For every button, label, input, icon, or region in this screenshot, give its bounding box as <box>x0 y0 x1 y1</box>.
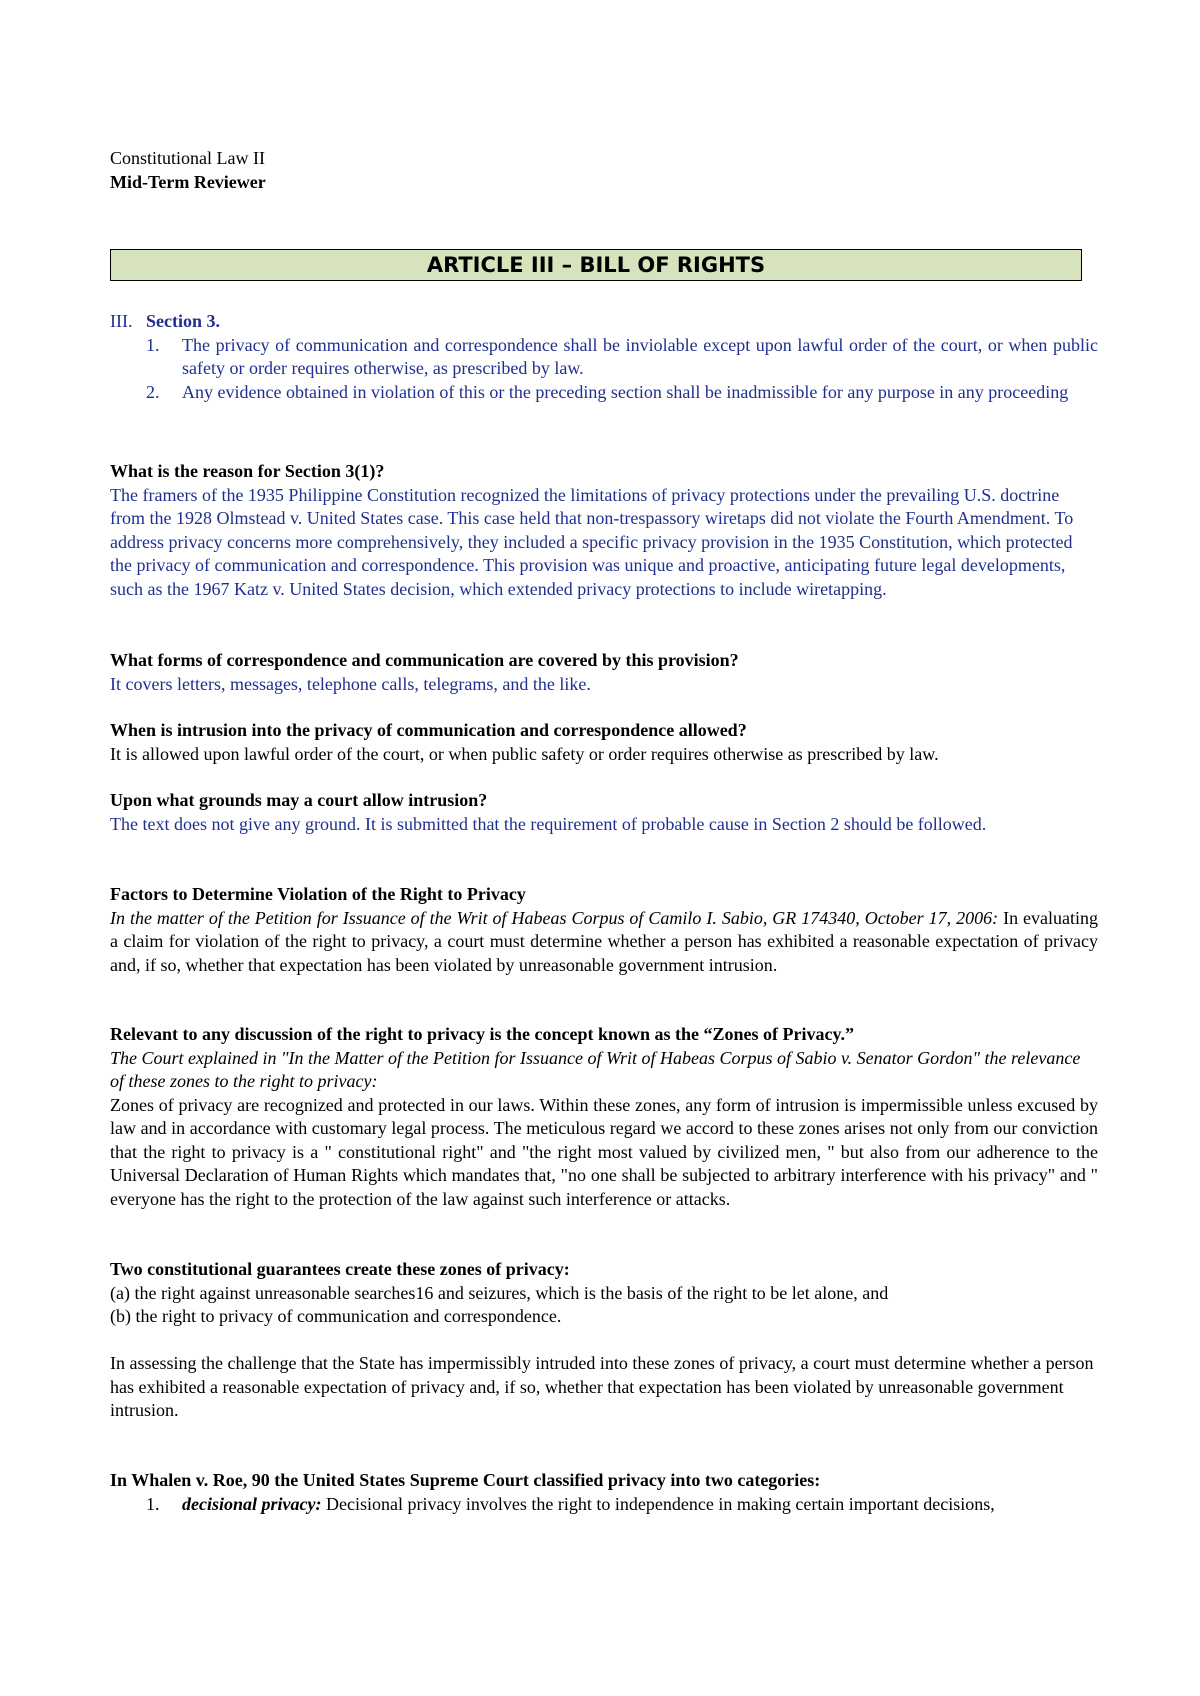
section-3-block <box>110 310 1098 404</box>
section-heading <box>110 310 1098 334</box>
document-subtitle: Mid-Term Reviewer <box>110 171 266 192</box>
section-title: Section 3. <box>146 311 220 331</box>
factors-text: In evaluating a claim for violation of the right to privacy, a court must determine whether a person has exhibited a reasonable expectation of privacy and, if so, whether that expectation has been violated by unreasonable government intrusion. <box>110 907 1098 975</box>
answer-text: The text does not give any ground. It is submitted that the requirement of probable cause in Section 2 should be followed. <box>110 813 987 834</box>
answer-text: It is allowed upon lawful order of the court, or when public safety or order requires otherwise as prescribed by law. <box>110 743 939 764</box>
provision-number: 1. <box>146 334 160 355</box>
whalen-heading: In Whalen v. Roe, 90 the United States Supreme Court classified privacy into two categories: <box>110 1470 821 1490</box>
qa-grounds <box>110 789 1098 836</box>
category-number: 1. <box>146 1493 160 1514</box>
guarantee-a: (a) the right against unreasonable searches16 and seizures, which is the basis of the right to be let alone, and <box>110 1282 889 1303</box>
category-label: decisional privacy: <box>182 1493 322 1514</box>
section-provisions <box>110 334 1098 405</box>
factors-heading: Factors to Determine Violation of the Right to Privacy <box>110 884 526 904</box>
question-heading: What forms of correspondence and communication are covered by this provision? <box>110 650 739 670</box>
provision-text: The privacy of communication and correspondence shall be inviolable except upon lawful order of the court, or when public safety or order requires otherwise, as prescribed by law. <box>182 334 1098 378</box>
question-heading: Upon what grounds may a court allow intrusion? <box>110 790 488 810</box>
assessment-block <box>110 1352 1098 1423</box>
whalen-block <box>110 1469 1098 1516</box>
privacy-categories <box>110 1493 1098 1517</box>
qa-intrusion-allowed <box>110 719 1098 766</box>
qa-reason <box>110 460 1098 601</box>
guarantee-b: (b) the right to privacy of communication and correspondence. <box>110 1306 562 1326</box>
course-title: Constitutional Law II <box>110 148 265 168</box>
provision-number: 2. <box>146 381 160 402</box>
category-text: Decisional privacy involves the right to independence in making certain important decisions, <box>321 1493 995 1514</box>
zones-heading: Relevant to any discussion of the right to privacy is the concept known as the “Zones of Privacy.” <box>110 1024 854 1044</box>
question-heading: When is intrusion into the privacy of communication and correspondence allowed? <box>110 720 747 740</box>
zones-text: Zones of privacy are recognized and protected in our laws. Within these zones, any form of intrusion is impermissible unless excused by law and in accordance with customary legal process. The meticulous regard we accord to these zones arises not only from our conviction that the right to privacy is a " constitutional right" and "the right most valued by civilized men, " but also from our adherence to the Universal Declaration of Human Rights which mandates that, "no one shall be subjected to arbitrary interference with his privacy" and " everyone has the right to the protection of the law against such interference or attacks. <box>110 1094 1098 1209</box>
assessment-text: In assessing the challenge that the State has impermissibly intruded into these zones of privacy, a court must determine whether a person has exhibited a reasonable expectation of privacy and, if so, whether that expectation has been violated by unreasonable government intrusion. <box>110 1353 1094 1420</box>
factors-block <box>110 883 1098 977</box>
document-header <box>110 147 1098 194</box>
provision-text: Any evidence obtained in violation of this or the preceding section shall be inadmissible for any purpose in any proceeding <box>182 381 1069 402</box>
factors-paragraph <box>110 907 1098 978</box>
answer-text: The framers of the 1935 Philippine Constitution recognized the limitations of privacy protections under the prevailing U.S. doctrine from the 1928 Olmstead v. United States case. This case held that non-trespassory wiretaps did not violate the Fourth Amendment. To address privacy concerns more comprehensively, they included a specific privacy provision in the 1935 Constitution, which protected the privacy of communication and correspondence. This provision was unique and proactive, anticipating future legal developments, such as the 1967 Katz v. United States decision, which extended privacy protections to include wiretapping. <box>110 484 1074 599</box>
qa-forms <box>110 649 1098 696</box>
provision-item <box>110 334 1098 381</box>
article-banner: ARTICLE III – BILL OF RIGHTS <box>110 249 1082 281</box>
provision-item <box>110 381 1098 405</box>
guarantees-heading: Two constitutional guarantees create these zones of privacy: <box>110 1259 570 1279</box>
answer-text: It covers letters, messages, telephone calls, telegrams, and the like. <box>110 673 591 694</box>
case-citation: In the matter of the Petition for Issuance of the Writ of Habeas Corpus of Camilo I. Sabio, GR 174340, October 17, 2006: <box>110 907 999 928</box>
zones-block <box>110 1023 1098 1211</box>
zones-intro: The Court explained in "In the Matter of the Petition for Issuance of Writ of Habeas Corpus of Sabio v. Senator Gordon" the relevance of these zones to the right to privacy: <box>110 1047 1081 1091</box>
section-roman-numeral: III. <box>110 311 133 331</box>
question-heading: What is the reason for Section 3(1)? <box>110 461 385 481</box>
category-item <box>110 1493 1098 1517</box>
guarantees-block <box>110 1258 1098 1329</box>
